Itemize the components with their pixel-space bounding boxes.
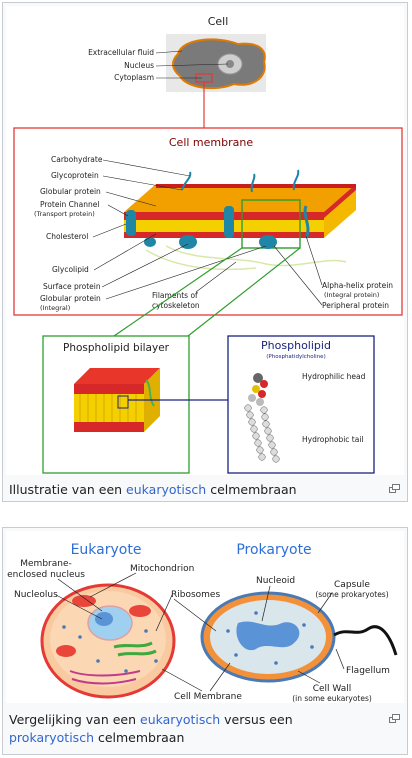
label-flagellum: Flagellum [346, 666, 390, 676]
cell-title: Cell [207, 15, 229, 28]
figure-caption-2: Vergelijking van een eukaryotisch versus een prokaryotisch celmembraan [9, 712, 293, 745]
label-transport-protein: (Transport protein) [34, 210, 95, 218]
eukaryote-title: Eukaryote [70, 542, 142, 558]
label-globular-integral: Globular protein [40, 294, 101, 303]
prokaryote-title: Prokaryote [236, 542, 312, 558]
figure-caption-1: Illustratie van een eukaryotisch celmembraan [9, 482, 297, 497]
phospholipid-title: Phospholipid [261, 339, 331, 352]
label-capsule: Capsule [334, 580, 370, 590]
label-mitochondrion: Mitochondrion [130, 564, 195, 574]
label-protein-channel: Protein Channel [40, 200, 100, 209]
label-hydrophobic: Hydrophobic tail [302, 435, 364, 444]
label-alpha-helix: Alpha-helix protein [322, 281, 394, 290]
label-cholesterol: Cholesterol [46, 232, 89, 241]
phospholipid-subtitle: (Phosphatidylcholine) [266, 354, 326, 360]
thumbnail-cell-membrane [2, 2, 408, 502]
label-nucleoid: Nucleoid [256, 576, 296, 586]
label-membrane-enclosed-2: enclosed nucleus [7, 570, 85, 580]
label-extracellular: Extracellular fluid [88, 48, 154, 57]
link-prokaryotisch[interactable]: prokaryotisch [9, 730, 94, 745]
label-cell-membrane: Cell Membrane [174, 692, 242, 702]
magnify-icon[interactable] [389, 484, 400, 493]
label-membrane-enclosed-1: Membrane- [20, 559, 72, 569]
label-globular-protein: Globular protein [40, 187, 101, 196]
eukaryote-prokaryote-diagram[interactable] [6, 531, 404, 703]
label-peripheral-protein: Peripheral protein [322, 301, 389, 310]
label-filaments-2: cytoskeleton [152, 301, 200, 310]
thumbnail-cell-comparison [2, 527, 408, 755]
label-glycolipid: Glycolipid [52, 265, 89, 274]
label-hydrophilic: Hydrophilic head [302, 372, 366, 381]
cell-membrane-illustration[interactable] [6, 6, 404, 475]
label-integral-protein: (Integral protein) [324, 291, 380, 299]
link-eukaryotisch[interactable]: eukaryotisch [126, 482, 207, 497]
label-glycoprotein: Glycoprotein [51, 171, 99, 180]
label-cell-wall: Cell Wall [312, 684, 352, 694]
protein-channel-shape [126, 210, 136, 236]
bilayer-title: Phospholipid bilayer [63, 342, 169, 354]
link-eukaryotisch-2[interactable]: eukaryotisch [140, 712, 221, 727]
label-integral: (Integral) [40, 304, 71, 312]
label-surface-protein: Surface protein [43, 282, 101, 291]
flagellum-shape [334, 627, 396, 655]
cell-membrane-title: Cell membrane [168, 136, 254, 149]
label-nucleolus: Nucleolus [14, 590, 58, 600]
label-cell-wall-sub: (in some eukaryotes) [292, 694, 372, 703]
label-ribosomes: Ribosomes [171, 590, 221, 600]
label-filaments-1: Filaments of [152, 291, 198, 300]
label-capsule-sub: (some prokaryotes) [315, 590, 389, 599]
label-nucleus: Nucleus [124, 61, 154, 70]
label-carbohydrate: Carbohydrate [51, 155, 103, 164]
label-cytoplasm: Cytoplasm [114, 73, 154, 82]
magnify-icon[interactable] [389, 714, 400, 723]
